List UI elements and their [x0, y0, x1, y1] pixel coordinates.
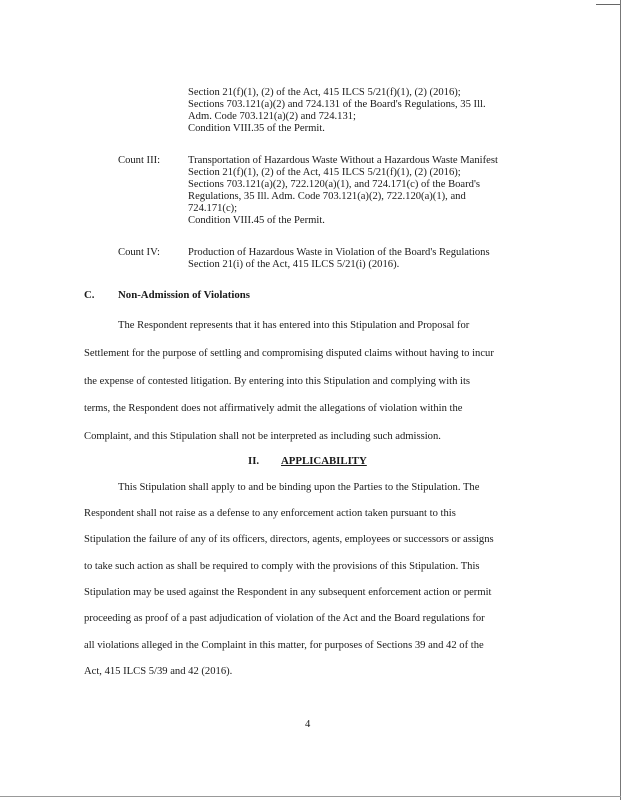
paragraph-line: to take such action as shall be required to comply with the provisions of this Stipulation. This — [84, 561, 480, 572]
paragraph-line: terms, the Respondent does not affirmatively admit the allegations of violation within the — [84, 403, 463, 414]
count-4-line: Production of Hazardous Waste in Violation of the Board's Regulations — [188, 247, 490, 258]
count-4-line: Section 21(i) of the Act, 415 ILCS 5/21(i) (2016). — [188, 259, 400, 270]
paragraph-line: Stipulation the failure of any of its officers, directors, agents, employees or successors or assigns — [84, 534, 494, 545]
count-3-line: Regulations, 35 Ill. Adm. Code 703.121(a)(2), 722.120(a)(1), and — [188, 191, 466, 202]
citation-line: Adm. Code 703.121(a)(2) and 724.131; — [188, 111, 356, 122]
citation-line: Sections 703.121(a)(2) and 724.131 of the Board's Regulations, 35 Ill. — [188, 99, 486, 110]
count-3-line: Sections 703.121(a)(2), 722.120(a)(1), and 724.171(c) of the Board's — [188, 179, 480, 190]
page-number: 4 — [305, 719, 311, 730]
citation-line: Section 21(f)(1), (2) of the Act, 415 ILCS 5/21(f)(1), (2) (2016); — [188, 87, 461, 98]
section-ii-number: II. — [248, 455, 260, 467]
count-2-citations — [188, 87, 486, 135]
citation-line: Condition VIII.35 of the Permit. — [188, 123, 325, 134]
section-c-title: Non-Admission of Violations — [118, 289, 250, 301]
count-4-label: Count IV: — [118, 247, 160, 258]
paragraph-line: Act, 415 ILCS 5/39 and 42 (2016). — [84, 666, 233, 677]
paragraph-line: Respondent shall not raise as a defense to any enforcement action taken pursuant to this — [84, 508, 456, 519]
paragraph-line: Complaint, and this Stipulation shall not be interpreted as including such admission. — [84, 431, 441, 442]
paragraph-line: Settlement for the purpose of settling and compromising disputed claims without having to incur — [84, 348, 494, 359]
paragraph-line: all violations alleged in the Complaint in this matter, for purposes of Sections 39 and 42 of the — [84, 640, 484, 651]
paragraph-line: The Respondent represents that it has entered into this Stipulation and Proposal for — [118, 320, 470, 331]
paragraph-line: This Stipulation shall apply to and be binding upon the Parties to the Stipulation. The — [118, 482, 480, 493]
bottom-scan-edge — [0, 796, 621, 797]
paragraph-line: proceeding as proof of a past adjudication of violation of the Act and the Board regulations for — [84, 613, 485, 624]
count-3-line: Section 21(f)(1), (2) of the Act, 415 ILCS 5/21(f)(1), (2) (2016); — [188, 167, 461, 178]
section-ii-title: APPLICABILITY — [281, 455, 367, 467]
count-4-text — [188, 247, 490, 271]
count-3-line: Transportation of Hazardous Waste Without a Hazardous Waste Manifest — [188, 155, 498, 166]
count-3-text — [188, 155, 498, 227]
top-right-edge-mark — [596, 4, 621, 5]
paragraph-line: Stipulation may be used against the Respondent in any subsequent enforcement action or permit — [84, 587, 492, 598]
count-3-line: Condition VIII.45 of the Permit. — [188, 215, 325, 226]
count-3-line: 724.171(c); — [188, 203, 238, 214]
paragraph-line: the expense of contested litigation. By entering into this Stipulation and complying with its — [84, 376, 471, 387]
section-c-letter: C. — [84, 289, 95, 301]
count-3-label: Count III: — [118, 155, 161, 166]
